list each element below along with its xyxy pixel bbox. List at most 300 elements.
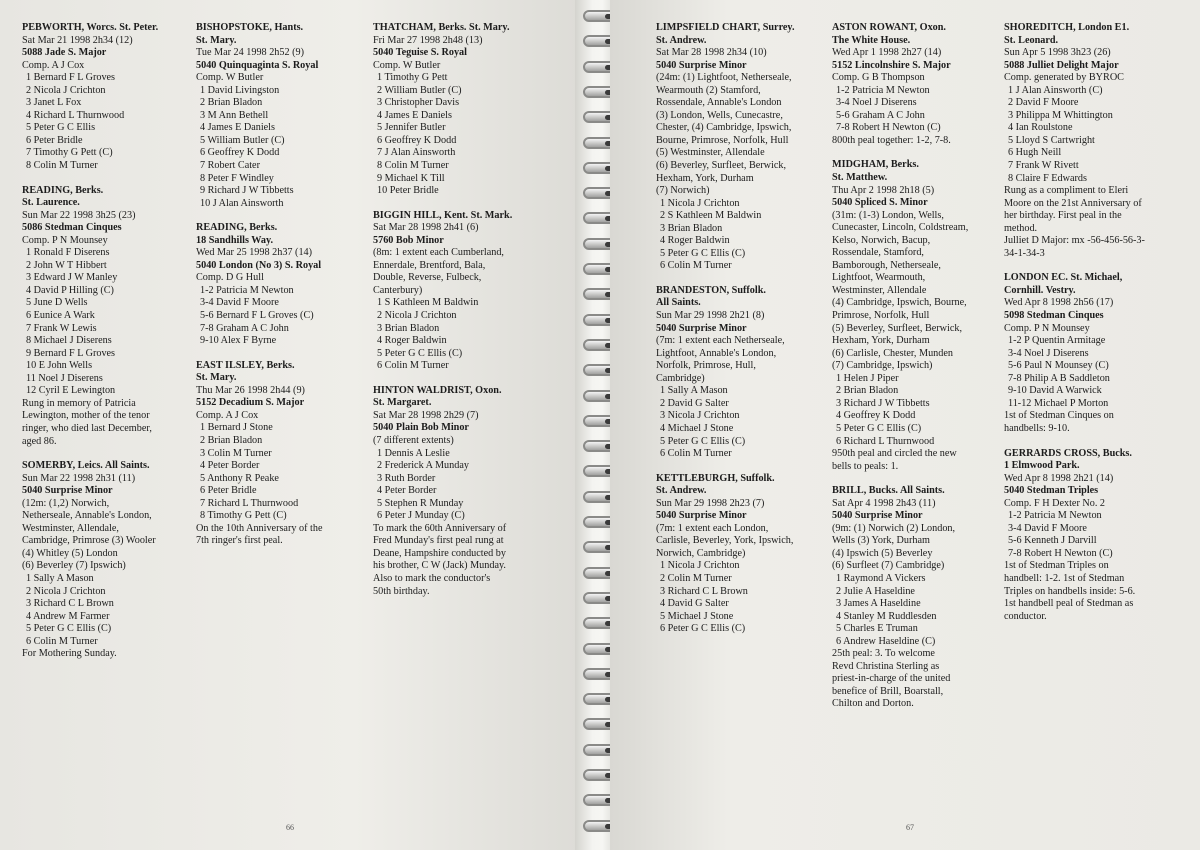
- peal-detail: Cambridge): [656, 372, 705, 384]
- peal-method: 5040 Stedman Triples: [1004, 485, 1099, 497]
- ringer-name: 6 Peter Bridle: [200, 485, 257, 497]
- ringer-name: 3-4 David F Moore: [1008, 522, 1087, 534]
- peal-detail: Chester, (4) Cambridge, Ipswich,: [656, 122, 792, 134]
- ringer-name: 3 Brian Bladon: [660, 222, 723, 234]
- peal-footnote: 50th birthday.: [373, 585, 430, 597]
- ringer-name: 5 Michael J Stone: [660, 610, 734, 622]
- ringer-name: 5 William Butler (C): [200, 134, 285, 146]
- peal-detail: Rossendale, Annable's London: [656, 97, 782, 109]
- ringer-name: 4 Andrew M Farmer: [26, 610, 110, 622]
- ringer-name: 3 Richard J W Tibbetts: [836, 397, 930, 409]
- peal-detail: Netherseale, Annable's London,: [22, 510, 152, 522]
- ringer-name: 6 Eunice A Wark: [26, 310, 95, 322]
- peal-detail: Wearmouth (2) Stamford,: [656, 84, 761, 96]
- ringer-name: 1-2 Patricia M Newton: [836, 84, 930, 96]
- ringer-name: 9-10 David A Warwick: [1008, 385, 1102, 397]
- peal-detail: (6) Beverley, Surfleet, Berwick,: [656, 160, 787, 172]
- peal-detail: (4) Cambridge, Ipswich, Bourne,: [832, 297, 967, 309]
- ringer-name: 7 Frank W Rivett: [1008, 160, 1079, 172]
- peal-place: THATCHAM, Berks. St. Mary.: [373, 22, 510, 33]
- peal-footnote: Julliet D Major: mx -56-456-56-3-: [1004, 235, 1145, 247]
- column-6: [1004, 22, 1145, 635]
- ringer-name: 6 Colin M Turner: [377, 360, 449, 372]
- peal-footnote: Revd Christina Sterling as: [832, 660, 940, 672]
- peal-place-detail: All Saints.: [656, 297, 701, 309]
- peal-footnote: benefice of Brill, Boarstall,: [832, 685, 944, 697]
- peal-detail: (7) Cambridge, Ipswich): [832, 360, 933, 372]
- page-number-left: 66: [286, 823, 294, 832]
- ringer-name: 7-8 Robert H Newton (C): [1008, 547, 1113, 559]
- peal-detail: Canterbury): [373, 284, 423, 296]
- peal-date: Sun Mar 29 1998 2h23 (7): [656, 497, 765, 509]
- ringer-name: 10 J Alan Ainsworth: [200, 197, 284, 209]
- peal-method: 5040 Spliced S. Minor: [832, 197, 928, 209]
- peal-place-detail: Cornhill. Vestry.: [1004, 284, 1076, 296]
- peal-detail: Comp. D G Hull: [196, 272, 264, 284]
- peal-place-detail: St. Margaret.: [373, 397, 432, 409]
- ringer-name: 6 Geoffrey K Dodd: [200, 147, 280, 159]
- peal-place-detail: St. Matthew.: [832, 172, 888, 184]
- peal-detail: Comp. F H Dexter No. 2: [1004, 497, 1106, 509]
- peal-date: Sat Apr 4 1998 2h43 (11): [832, 497, 936, 509]
- ringer-name: 6 Richard L Thurnwood: [836, 435, 935, 447]
- peal-date: Thu Mar 26 1998 2h44 (9): [196, 384, 305, 396]
- peal-footnote: On the 10th Anniversary of the: [196, 522, 323, 534]
- ringer-name: 5-6 Paul N Mounsey (C): [1008, 360, 1109, 372]
- peal-detail: Bamborough, Netherseale,: [832, 259, 941, 271]
- peal-footnote: Rung as a compliment to Eleri: [1004, 185, 1129, 197]
- right-page: [610, 0, 1200, 850]
- peal-detail: (8m: 1 extent each Cumberland,: [373, 247, 504, 259]
- ringer-name: 1 Helen J Piper: [836, 372, 899, 384]
- ringer-name: 7 Richard L Thurnwood: [200, 497, 299, 509]
- peal-place-detail: St. Andrew.: [656, 485, 707, 497]
- column-1: [22, 22, 158, 673]
- peal-detail: (6) Carlisle, Chester, Munden: [832, 347, 953, 359]
- ringer-name: 3 Richard C L Brown: [660, 585, 748, 597]
- ringer-name: 8 Colin M Turner: [377, 160, 449, 172]
- peal-entry: [196, 222, 322, 347]
- ringer-name: 9 Richard J W Tibbetts: [200, 185, 294, 197]
- peal-detail: Primrose, Norfolk, Hull: [832, 310, 930, 322]
- peal-method: 5040 Surprise Minor: [22, 485, 113, 497]
- peal-detail: (4) Whitley (5) London: [22, 547, 118, 559]
- peal-detail: Comp. P N Mounsey: [22, 234, 108, 246]
- peal-footnote: handbells: 9-10.: [1004, 422, 1070, 434]
- ringer-name: 5 Peter G C Ellis (C): [836, 422, 922, 434]
- ringer-name: 2 Frederick A Munday: [377, 460, 469, 472]
- ringer-name: 4 Peter Border: [377, 485, 437, 497]
- peal-footnote: Lewington, mother of the tenor: [22, 410, 150, 422]
- peal-detail: Lightfoot, Wearmouth,: [832, 272, 926, 284]
- peal-entry: [656, 473, 795, 636]
- peal-detail: (5) Beverley, Surfleet, Berwick,: [832, 322, 963, 334]
- ringer-name: 3-4 Noel J Diserens: [1008, 347, 1089, 359]
- peal-detail: Bourne, Primrose, Norfolk, Hull: [656, 134, 789, 146]
- ringer-name: 1 Sally A Mason: [26, 572, 94, 584]
- peal-footnote: Also to mark the conductor's: [373, 572, 491, 584]
- peal-method: 5760 Bob Minor: [373, 234, 444, 246]
- ringer-name: 5 Stephen R Munday: [377, 497, 464, 509]
- ringer-name: 3 James A Haseldine: [836, 598, 921, 610]
- ringer-name: 2 Colin M Turner: [660, 572, 732, 584]
- peal-detail: (3) London, Wells, Cunecastre,: [656, 109, 783, 121]
- column-3: [373, 22, 512, 610]
- peal-footnote: 25th peal: 3. To welcome: [832, 648, 935, 660]
- ringer-name: 2 Brian Bladon: [200, 97, 263, 109]
- column-5: [832, 22, 968, 723]
- peal-date: Sun Mar 29 1998 2h21 (8): [656, 310, 765, 322]
- ringer-name: 10 E John Wells: [26, 360, 93, 372]
- ringer-name: 3-4 Noel J Diserens: [836, 97, 917, 109]
- peal-entry: [1004, 22, 1145, 260]
- peal-footnote: handbell: 1-2. 1st of Stedman: [1004, 572, 1125, 584]
- ringer-name: 5 Anthony R Peake: [200, 472, 279, 484]
- peal-detail: (7 different extents): [373, 434, 454, 446]
- peal-date: Sat Mar 28 1998 2h34 (10): [656, 47, 767, 59]
- ringer-name: 4 Michael J Stone: [660, 422, 734, 434]
- peal-detail: (7) Norwich): [656, 185, 710, 197]
- ringer-name: 1 Raymond A Vickers: [836, 572, 926, 584]
- ringer-name: 8 Peter F Windley: [200, 172, 274, 184]
- peal-footnote: To mark the 60th Anniversary of: [373, 522, 507, 534]
- peal-detail: (9m: (1) Norwich (2) London,: [832, 522, 956, 534]
- peal-entry: [832, 22, 968, 147]
- peal-entry: [1004, 448, 1145, 624]
- peal-method: 5040 Quinquaginta S. Royal: [196, 59, 319, 71]
- ringer-name: 4 Peter Border: [200, 460, 260, 472]
- peal-place-detail: 1 Elmwood Park.: [1004, 460, 1080, 472]
- ringer-name: 1 Bernard F L Groves: [26, 72, 116, 84]
- ringer-name: 6 Andrew Haseldine (C): [836, 635, 936, 647]
- ringer-name: 4 Roger Baldwin: [660, 235, 730, 247]
- peal-method: 5152 Lincolnshire S. Major: [832, 59, 951, 71]
- peal-place: MIDGHAM, Berks.: [832, 159, 919, 171]
- ringer-name: 1 Bernard J Stone: [200, 422, 273, 434]
- peal-place: HINTON WALDRIST, Oxon.: [373, 384, 502, 396]
- peal-method: 5040 Surprise Minor: [656, 59, 747, 71]
- ringer-name: 1-2 Patricia M Newton: [1008, 510, 1102, 522]
- peal-footnote: method.: [1004, 222, 1038, 234]
- peal-footnote: his brother, C W (Jack) Munday.: [373, 560, 506, 572]
- peal-footnote: 1st of Stedman Triples on: [1004, 560, 1109, 572]
- peal-footnote: Fred Munday's first peal rung at: [373, 535, 504, 547]
- ringer-name: 5 Peter G C Ellis: [26, 122, 96, 134]
- peal-footnote: ringer, who died last December,: [22, 422, 152, 434]
- peal-detail: Norwich, Cambridge): [656, 547, 746, 559]
- page-number-right: 67: [906, 823, 914, 832]
- peal-place: SHOREDITCH, London E1.: [1004, 22, 1130, 33]
- peal-date: Sun Apr 5 1998 3h23 (26): [1004, 47, 1111, 59]
- peal-detail: (7m: 1 extent each London,: [656, 522, 769, 534]
- peal-entry: [1004, 272, 1145, 435]
- ringer-name: 1-2 Patricia M Newton: [200, 284, 294, 296]
- ringer-name: 6 Colin M Turner: [660, 448, 732, 460]
- ringer-name: 6 Geoffrey K Dodd: [377, 134, 457, 146]
- ringer-name: 3 Colin M Turner: [200, 447, 272, 459]
- peal-method: 5040 Surprise Minor: [656, 322, 747, 334]
- peal-detail: Carlisle, Beverley, York, Ipswich,: [656, 535, 794, 547]
- peal-detail: Cambridge, Primrose (3) Wooler: [22, 535, 156, 547]
- ringer-name: 4 David G Salter: [660, 598, 729, 610]
- ringer-name: 7 Robert Cater: [200, 160, 260, 172]
- peal-place: READING, Berks.: [196, 222, 278, 234]
- peal-footnote: conductor.: [1004, 610, 1047, 622]
- left-page: [0, 0, 590, 850]
- ringer-name: 10 Peter Bridle: [377, 185, 439, 197]
- peal-detail: (6) Beverley (7) Ipswich): [22, 560, 126, 572]
- ringer-name: 5-6 Kenneth J Darvill: [1008, 535, 1097, 547]
- peal-place: EAST ILSLEY, Berks.: [196, 359, 295, 371]
- peal-detail: Comp. G B Thompson: [832, 72, 925, 84]
- peal-entry: [196, 22, 322, 210]
- peal-detail: (4) Ipswich (5) Beverley: [832, 547, 933, 559]
- column-4: [656, 22, 795, 648]
- ringer-name: 3 Philippa M Whittington: [1008, 109, 1113, 121]
- ringer-name: 2 S Kathleen M Baldwin: [660, 210, 762, 222]
- peal-method: 5040 Teguise S. Royal: [373, 47, 467, 59]
- peal-footnote: bells to peals: 1.: [832, 460, 899, 472]
- peal-place-detail: St. Andrew.: [656, 34, 707, 46]
- peal-entry: [373, 385, 512, 598]
- peal-detail: Ennerdale, Brentford, Bala,: [373, 259, 486, 271]
- peal-entry: [832, 159, 968, 473]
- peal-entry: [373, 22, 512, 198]
- ringer-name: 4 Stanley M Ruddlesden: [836, 610, 937, 622]
- peal-date: Wed Apr 8 1998 2h56 (17): [1004, 297, 1114, 309]
- peal-detail: Lightfoot, Annable's London,: [656, 347, 777, 359]
- peal-date: Sat Mar 28 1998 2h41 (6): [373, 222, 479, 234]
- ringer-name: 3 Christopher Davis: [377, 97, 460, 109]
- ringer-name: 6 Colin M Turner: [660, 260, 732, 272]
- ringer-name: 8 Claire F Edwards: [1008, 172, 1087, 184]
- peal-method: 5088 Julliet Delight Major: [1004, 59, 1119, 71]
- peal-place-detail: St. Laurence.: [22, 197, 80, 209]
- peal-place: BIGGIN HILL, Kent. St. Mark.: [373, 209, 513, 221]
- peal-place: LIMPSFIELD CHART, Surrey.: [656, 22, 795, 33]
- peal-method: 5098 Stedman Cinques: [1004, 310, 1104, 322]
- peal-entry: [656, 285, 795, 461]
- peal-footnote: 800th peal together: 1-2, 7-8.: [832, 134, 951, 146]
- peal-method: 5040 Surprise Minor: [832, 510, 923, 522]
- peal-date: Fri Mar 27 1998 2h48 (13): [373, 34, 483, 46]
- ringer-name: 11 Noel J Diserens: [26, 372, 103, 384]
- ringer-name: 5 Lloyd S Cartwright: [1008, 134, 1095, 146]
- peal-place: BRILL, Bucks. All Saints.: [832, 485, 945, 497]
- ringer-name: 7 J Alan Ainsworth: [377, 147, 456, 159]
- peal-footnote: aged 86.: [22, 435, 57, 447]
- ringer-name: 2 John W T Hibbert: [26, 259, 107, 271]
- ringer-name: 5 Peter G C Ellis (C): [377, 347, 463, 359]
- ringer-name: 4 Ian Roulstone: [1008, 122, 1073, 134]
- ringer-name: 6 Peter J Munday (C): [377, 510, 465, 522]
- peal-place: KETTLEBURGH, Suffolk.: [656, 472, 775, 484]
- peal-footnote: For Mothering Sunday.: [22, 648, 117, 660]
- peal-detail: Hexham, York, Durham: [832, 335, 930, 347]
- ringer-name: 4 James E Daniels: [377, 109, 452, 121]
- peal-detail: Comp. generated by BYROC: [1004, 72, 1124, 84]
- ringer-name: 7-8 Graham A C John: [200, 322, 289, 334]
- ringer-name: 9 Michael K Till: [377, 172, 445, 184]
- ringer-name: 2 Brian Bladon: [836, 385, 899, 397]
- peal-footnote: priest-in-charge of the united: [832, 673, 951, 685]
- peal-detail: Hexham, York, Durham: [656, 172, 754, 184]
- ringer-name: 7 Frank W Lewis: [26, 322, 97, 334]
- peal-detail: Westminster, Allendale: [832, 284, 927, 296]
- ringer-name: 9 Bernard F L Groves: [26, 347, 116, 359]
- peal-entry: [22, 22, 158, 173]
- peal-detail: Norfolk, Primrose, Hull,: [656, 360, 756, 372]
- ringer-name: 2 Nicola J Crichton: [26, 84, 106, 96]
- ringer-name: 6 Peter Bridle: [26, 134, 83, 146]
- ringer-name: 1 Sally A Mason: [660, 385, 728, 397]
- peal-place: BISHOPSTOKE, Hants.: [196, 22, 304, 33]
- ringer-name: 12 Cyril E Lewington: [26, 385, 116, 397]
- peal-date: Sat Mar 28 1998 2h29 (7): [373, 409, 479, 421]
- peal-detail: Rossendale, Stamford,: [832, 247, 924, 259]
- peal-place: BRANDESTON, Suffolk.: [656, 284, 766, 296]
- peal-detail: (31m: (1-3) London, Wells,: [832, 209, 944, 221]
- peal-place-detail: St. Mary.: [196, 34, 237, 46]
- peal-footnote: 34-1-34-3: [1004, 247, 1045, 259]
- ringer-name: 3 Richard C L Brown: [26, 598, 114, 610]
- peal-place-detail: 18 Sandhills Way.: [196, 234, 274, 246]
- peal-detail: Comp. A J Cox: [196, 409, 259, 421]
- peal-place-detail: The White House.: [832, 34, 911, 46]
- ringer-name: 3 Janet L Fox: [26, 97, 82, 109]
- peal-entry: [196, 360, 322, 548]
- ringer-name: 1 David Livingston: [200, 84, 280, 96]
- peal-detail: (6) Surfleet (7) Cambridge): [832, 560, 945, 572]
- ringer-name: 5 Jennifer Butler: [377, 122, 446, 134]
- peal-detail: Comp. A J Cox: [22, 59, 85, 71]
- peal-detail: (12m: (1,2) Norwich,: [22, 497, 110, 509]
- ringer-name: 3 Nicola J Crichton: [660, 410, 740, 422]
- ringer-name: 8 Michael J Diserens: [26, 335, 112, 347]
- peal-footnote: 1st of Stedman Cinques on: [1004, 410, 1114, 422]
- ringer-name: 4 Richard L Thurnwood: [26, 109, 125, 121]
- ringer-name: 3-4 David F Moore: [200, 297, 279, 309]
- ringer-name: 5 June D Wells: [26, 297, 88, 309]
- peal-detail: Cunecaster, Lincoln, Coldstream,: [832, 222, 969, 234]
- peal-entry: [373, 210, 512, 373]
- ringer-name: 1 J Alan Ainsworth (C): [1008, 84, 1103, 96]
- peal-detail: Wells (3) York, Durham: [832, 535, 930, 547]
- peal-date: Tue Mar 24 1998 2h52 (9): [196, 47, 305, 59]
- peal-footnote: Moore on the 21st Anniversary of: [1004, 197, 1142, 209]
- peal-detail: (7m: 1 extent each Netherseale,: [656, 335, 785, 347]
- peal-date: Wed Mar 25 1998 2h37 (14): [196, 247, 313, 259]
- peal-place: SOMERBY, Leics. All Saints.: [22, 460, 150, 472]
- peal-detail: Double, Reverse, Fulbeck,: [373, 272, 482, 284]
- peal-place-detail: St. Leonard.: [1004, 34, 1059, 46]
- peal-method: 5086 Stedman Cinques: [22, 222, 122, 234]
- peal-entry: [22, 460, 158, 661]
- ringer-name: 9-10 Alex F Byrne: [200, 335, 277, 347]
- ringer-name: 2 Nicola J Crichton: [26, 585, 106, 597]
- ringer-name: 3 M Ann Bethell: [200, 109, 269, 121]
- peal-place: READING, Berks.: [22, 184, 104, 196]
- peal-method: 5040 London (No 3) S. Royal: [196, 259, 322, 271]
- ringer-name: 2 David F Moore: [1008, 97, 1079, 109]
- ringer-name: 5 Peter G C Ellis (C): [660, 247, 746, 259]
- peal-footnote: 7th ringer's first peal.: [196, 535, 283, 547]
- peal-entry: [22, 185, 158, 448]
- ringer-name: 4 David P Hilling (C): [26, 284, 114, 296]
- peal-date: Wed Apr 1 1998 2h27 (14): [832, 47, 942, 59]
- peal-place: PEBWORTH, Worcs. St. Peter.: [22, 22, 159, 33]
- ringer-name: 7-8 Philip A B Saddleton: [1008, 372, 1110, 384]
- peal-date: Sat Mar 21 1998 2h34 (12): [22, 34, 133, 46]
- ringer-name: 1 S Kathleen M Baldwin: [377, 297, 479, 309]
- ringer-name: 5-6 Bernard F L Groves (C): [200, 310, 314, 322]
- peal-place: GERRARDS CROSS, Bucks.: [1004, 447, 1132, 459]
- ringer-name: 3 Brian Bladon: [377, 322, 440, 334]
- peal-detail: Kelso, Norwich, Bacup,: [832, 234, 931, 246]
- ringer-name: 2 Julie A Haseldine: [836, 585, 915, 597]
- peal-date: Thu Apr 2 1998 2h18 (5): [832, 184, 935, 196]
- ringer-name: 6 Peter G C Ellis (C): [660, 623, 746, 635]
- ringer-name: 5-6 Graham A C John: [836, 109, 925, 121]
- peal-footnote: Triples on handbells inside: 5-6.: [1004, 585, 1136, 597]
- ringer-name: 8 Colin M Turner: [26, 160, 98, 172]
- column-2: [196, 22, 322, 560]
- peal-detail: (5) Westminster, Allendale: [656, 147, 765, 159]
- peal-date: Sun Mar 22 1998 3h25 (23): [22, 209, 136, 221]
- ringer-name: 1 Dennis A Leslie: [377, 447, 450, 459]
- ringer-name: 1 Ronald F Diserens: [26, 247, 110, 259]
- peal-method: 5040 Surprise Minor: [656, 510, 747, 522]
- peal-entry: [656, 22, 795, 273]
- ringer-name: 11-12 Michael P Morton: [1008, 397, 1109, 409]
- peal-date: Sun Mar 22 1998 2h31 (11): [22, 472, 136, 484]
- ringer-name: 4 James E Daniels: [200, 122, 275, 134]
- ringer-name: 1 Timothy G Pett: [377, 72, 448, 84]
- peal-detail: (24m: (1) Lightfoot, Netherseale,: [656, 72, 792, 84]
- peal-footnote: her birthday. First peal in the: [1004, 210, 1122, 222]
- peal-detail: Comp. W Butler: [196, 72, 264, 84]
- peal-entry: [832, 485, 968, 711]
- ringer-name: 5 Peter G C Ellis (C): [660, 435, 746, 447]
- peal-method: 5040 Plain Bob Minor: [373, 422, 469, 434]
- ringer-name: 6 Hugh Neill: [1008, 147, 1062, 159]
- ringer-name: 2 William Butler (C): [377, 84, 462, 96]
- peal-detail: Comp. W Butler: [373, 59, 441, 71]
- peal-footnote: Chilton and Dorton.: [832, 698, 914, 710]
- ringer-name: 8 Timothy G Pett (C): [200, 510, 287, 522]
- peal-method: 5088 Jade S. Major: [22, 47, 107, 59]
- peal-method: 5152 Decadium S. Major: [196, 397, 305, 409]
- peal-place: ASTON ROWANT, Oxon.: [832, 22, 946, 33]
- ringer-name: 6 Colin M Turner: [26, 635, 98, 647]
- peal-place-detail: St. Mary.: [196, 372, 237, 384]
- peal-footnote: Rung in memory of Patricia: [22, 397, 136, 409]
- ringer-name: 1 Nicola J Crichton: [660, 560, 740, 572]
- ringer-name: 7 Timothy G Pett (C): [26, 147, 113, 159]
- ringer-name: 2 Nicola J Crichton: [377, 310, 457, 322]
- peal-date: Wed Apr 8 1998 2h21 (14): [1004, 472, 1114, 484]
- peal-footnote: Deane, Hampshire conducted by: [373, 547, 506, 559]
- ringer-name: 3 Edward J W Manley: [26, 272, 118, 284]
- peal-detail: Westminster, Allendale,: [22, 522, 119, 534]
- peal-detail: Comp. P N Mounsey: [1004, 322, 1090, 334]
- ringer-name: 5 Charles E Truman: [836, 623, 918, 635]
- peal-place: LONDON EC. St. Michael,: [1004, 272, 1123, 284]
- ringer-name: 4 Roger Baldwin: [377, 335, 447, 347]
- peal-footnote: 1st handbell peal of Stedman as: [1004, 598, 1134, 610]
- ringer-name: 2 David G Salter: [660, 397, 729, 409]
- ringer-name: 1 Nicola J Crichton: [660, 197, 740, 209]
